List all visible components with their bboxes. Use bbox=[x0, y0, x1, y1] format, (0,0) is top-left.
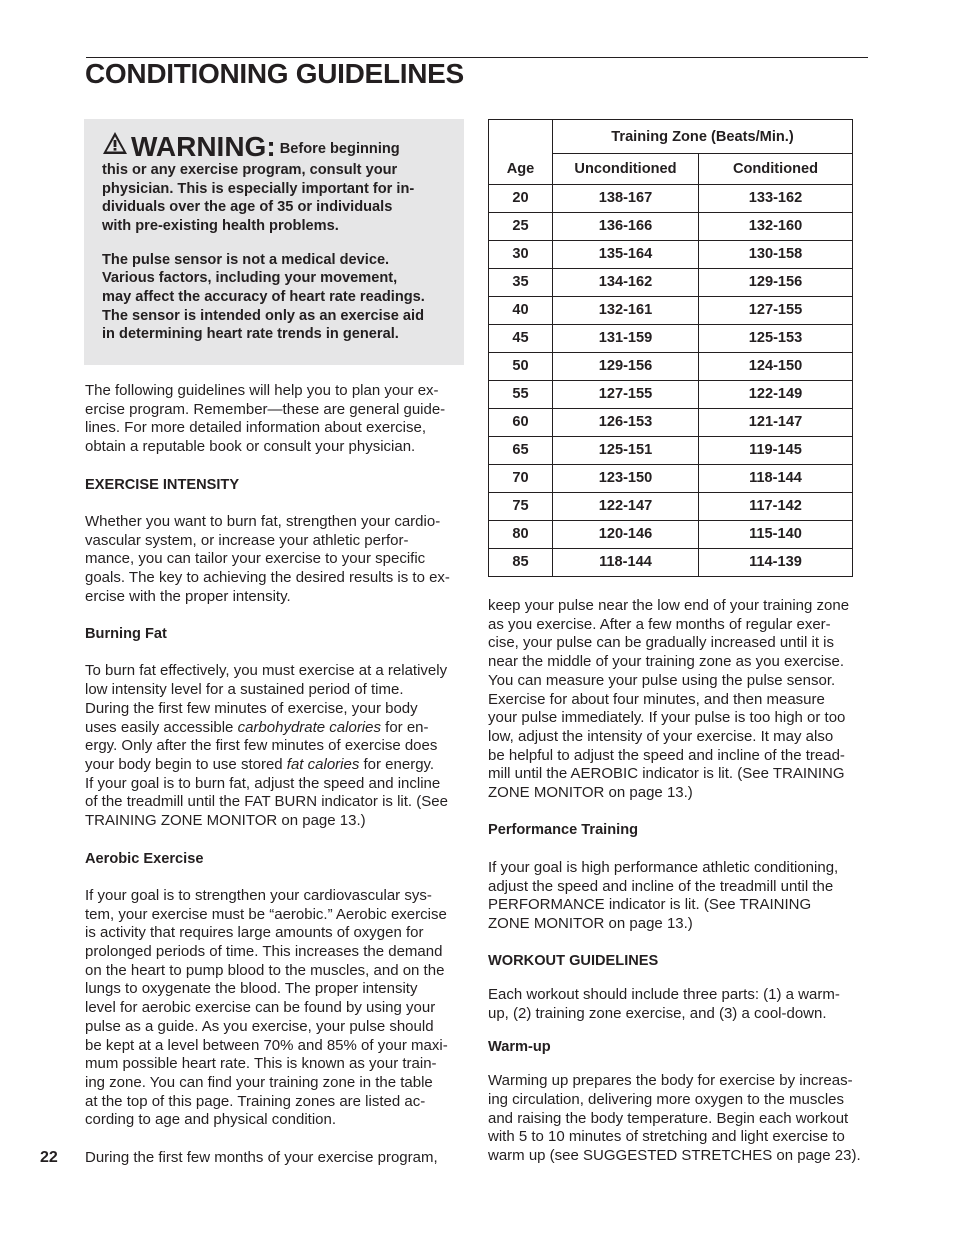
aerobic-exercise-paragraph bbox=[85, 887, 470, 1130]
text-line: cise, your pulse can be gradually increased until it is bbox=[488, 634, 835, 652]
text-line: prolonged periods of time. This increases the demand bbox=[85, 943, 443, 960]
warning-triangle-icon bbox=[102, 131, 128, 155]
left-column bbox=[85, 382, 470, 1186]
unconditioned-cell: 136-166 bbox=[553, 212, 699, 240]
text-line: keep your pulse near the low end of your training zone bbox=[488, 597, 850, 614]
age-cell: 20 bbox=[489, 184, 553, 212]
unconditioned-cell: 138-167 bbox=[553, 184, 699, 212]
age-cell: 30 bbox=[489, 240, 553, 268]
age-cell: 40 bbox=[489, 296, 553, 324]
warning-heading: WARNING: bbox=[131, 131, 276, 162]
text-line: uses easily accessible bbox=[85, 718, 238, 736]
conditioned-cell: 125-153 bbox=[699, 324, 853, 352]
warning-line: with pre-existing health problems. bbox=[102, 217, 339, 234]
text-line: is activity that requires large amounts of oxygen for bbox=[85, 924, 424, 942]
text-line: near the middle of your training zone as you exercise. bbox=[488, 653, 845, 671]
table-row bbox=[489, 548, 853, 576]
workout-guidelines-heading: WORKOUT GUIDELINES bbox=[488, 953, 659, 970]
age-cell: 75 bbox=[489, 492, 553, 520]
text-line: for energy. bbox=[359, 756, 435, 773]
text-line: Warming up prepares the body for exercise by increas- bbox=[488, 1072, 853, 1090]
age-cell: 25 bbox=[489, 212, 553, 240]
unconditioned-cell: 118-144 bbox=[553, 548, 699, 576]
text-line: your body begin to use stored bbox=[85, 756, 287, 773]
conditioned-cell: 127-155 bbox=[699, 296, 853, 324]
conditioned-cell: 129-156 bbox=[699, 268, 853, 296]
warning-line: Before beginning bbox=[279, 141, 400, 157]
text-line: cording to age and physical condition. bbox=[85, 1111, 337, 1129]
carbohydrate-calories-term: carbohydrate calories bbox=[237, 718, 381, 736]
burning-fat-paragraph bbox=[85, 662, 470, 830]
warning-text bbox=[102, 131, 452, 344]
text-line: obtain a reputable book or consult your physician. bbox=[85, 438, 416, 456]
conditioned-cell: 114-139 bbox=[699, 548, 853, 576]
unconditioned-cell: 126-153 bbox=[553, 408, 699, 436]
warning-line: The pulse sensor is not a medical device. bbox=[102, 251, 390, 268]
text-line: lungs to oxygenate the blood. The proper intensity bbox=[85, 980, 418, 998]
training-zone-rows bbox=[489, 184, 853, 576]
conditioned-cell: 133-162 bbox=[699, 184, 853, 212]
table-row bbox=[489, 520, 853, 548]
page-number: 22 bbox=[40, 1149, 58, 1166]
text-line: ing zone. You can find your training zone in the table bbox=[85, 1073, 433, 1091]
text-line: adjust the speed and incline of the treadmill until the bbox=[488, 877, 834, 895]
conditioned-cell: 119-145 bbox=[699, 436, 853, 464]
text-line: be helpful to adjust the speed and incline of the tread- bbox=[488, 746, 845, 764]
text-line: vascular system, or increase your athletic perfor- bbox=[85, 531, 409, 549]
text-line: If your goal is to strengthen your cardiovascular sys- bbox=[85, 886, 432, 904]
unconditioned-cell: 129-156 bbox=[553, 352, 699, 380]
text-line: The following guidelines will help you to plan your ex- bbox=[85, 382, 439, 399]
unconditioned-cell: 122-147 bbox=[553, 492, 699, 520]
text-line: be kept at a level between 70% and 85% of your maxi- bbox=[85, 1036, 448, 1054]
warning-box bbox=[84, 119, 464, 365]
text-line: with 5 to 10 minutes of stretching and light exercise to bbox=[488, 1128, 845, 1146]
text-line: If your goal is to burn fat, adjust the speed and incline bbox=[85, 774, 441, 792]
warm-up-paragraph bbox=[488, 1072, 873, 1166]
unconditioned-cell: 135-164 bbox=[553, 240, 699, 268]
text-line: mum possible heart rate. This is known as your train- bbox=[85, 1055, 437, 1073]
age-cell: 65 bbox=[489, 436, 553, 464]
workout-guidelines-paragraph bbox=[488, 986, 873, 1023]
page-title: CONDITIONING GUIDELINES bbox=[85, 58, 464, 89]
table-row bbox=[489, 324, 853, 352]
conditioned-cell: 118-144 bbox=[699, 464, 853, 492]
text-line: mill until the AEROBIC indicator is lit. (See TRAINING bbox=[488, 765, 845, 783]
text-line: ZONE MONITOR on page 13.) bbox=[488, 784, 693, 802]
unconditioned-cell: 120-146 bbox=[553, 520, 699, 548]
table-row bbox=[489, 380, 853, 408]
age-cell: 50 bbox=[489, 352, 553, 380]
conditioned-cell: 130-158 bbox=[699, 240, 853, 268]
aerobic-exercise-heading: Aerobic Exercise bbox=[85, 850, 204, 867]
text-line: warm up (see SUGGESTED STRETCHES on page 23). bbox=[488, 1146, 861, 1164]
text-line: goals. The key to achieving the desired results is to ex- bbox=[85, 569, 450, 586]
training-zone-header: Training Zone (Beats/Min.) bbox=[553, 120, 853, 154]
conditioned-column-header: Conditioned bbox=[699, 154, 853, 185]
text-line: at the top of this page. Training zones are listed ac- bbox=[85, 1092, 426, 1110]
text-line: ing circulation, delivering more oxygen to the muscles bbox=[488, 1090, 845, 1108]
warm-up-heading: Warm-up bbox=[488, 1039, 551, 1056]
text-line: Exercise for about four minutes, and then measure bbox=[488, 690, 825, 708]
exercise-intensity-paragraph bbox=[85, 513, 470, 607]
text-line: for en- bbox=[381, 718, 429, 736]
warning-line: in determining heart rate trends in general. bbox=[102, 326, 399, 343]
conditioned-cell: 132-160 bbox=[699, 212, 853, 240]
age-cell: 85 bbox=[489, 548, 553, 576]
warning-line: The sensor is intended only as an exercise aid bbox=[102, 307, 424, 324]
table-row bbox=[489, 436, 853, 464]
conditioned-cell: 122-149 bbox=[699, 380, 853, 408]
table-row bbox=[489, 352, 853, 380]
text-line: If your goal is high performance athletic conditioning, bbox=[488, 858, 839, 876]
unconditioned-cell: 127-155 bbox=[553, 380, 699, 408]
text-line: level for aerobic exercise can be found by using your bbox=[85, 999, 436, 1017]
table-row bbox=[489, 464, 853, 492]
unconditioned-column-header: Unconditioned bbox=[553, 154, 699, 185]
warning-line: dividuals over the age of 35 or individuals bbox=[102, 199, 393, 216]
conditioned-cell: 124-150 bbox=[699, 352, 853, 380]
warning-line: may affect the accuracy of heart rate readings. bbox=[102, 289, 425, 306]
age-cell: 45 bbox=[489, 324, 553, 352]
table-row bbox=[489, 296, 853, 324]
text-line: ercise program. Remember—these are general guide- bbox=[85, 400, 446, 418]
performance-training-paragraph bbox=[488, 859, 873, 934]
table-row bbox=[489, 212, 853, 240]
table-row bbox=[489, 240, 853, 268]
text-line: During the first few minutes of exercise, your body bbox=[85, 699, 418, 717]
text-line: tem, your exercise must be “aerobic.” Aerobic exercise bbox=[85, 905, 447, 923]
text-line: pulse as a guide. As you exercise, your pulse should bbox=[85, 1017, 434, 1035]
text-line: mance, you can tailor your exercise to your specific bbox=[85, 550, 426, 568]
text-line: ercise with the proper intensity. bbox=[85, 587, 291, 605]
text-line: low, adjust the intensity of your exercise. It may also bbox=[488, 727, 834, 745]
aerobic-continued-line: During the first few months of your exercise program, bbox=[85, 1148, 438, 1166]
text-line: your pulse immediately. If your pulse is too high or too bbox=[488, 709, 846, 727]
age-cell: 70 bbox=[489, 464, 553, 492]
text-line: and raising the body temperature. Begin each workout bbox=[488, 1109, 849, 1127]
fat-calories-term: fat calories bbox=[286, 756, 360, 773]
exercise-intensity-heading: EXERCISE INTENSITY bbox=[85, 476, 240, 493]
performance-training-heading: Performance Training bbox=[488, 822, 639, 839]
burning-fat-heading: Burning Fat bbox=[85, 626, 167, 643]
unconditioned-cell: 134-162 bbox=[553, 268, 699, 296]
age-column-header: Age bbox=[489, 154, 553, 185]
table-row bbox=[489, 268, 853, 296]
warning-line: physician. This is especially important for in- bbox=[102, 180, 415, 197]
text-line: as you exercise. After a few months of regular exer- bbox=[488, 615, 831, 633]
text-line: of the treadmill until the FAT BURN indicator is lit. (See bbox=[85, 793, 448, 811]
text-line: PERFORMANCE indicator is lit. (See TRAINING bbox=[488, 896, 812, 914]
table-row bbox=[489, 184, 853, 212]
conditioned-cell: 115-140 bbox=[699, 520, 853, 548]
training-zone-table bbox=[488, 119, 853, 577]
text-line: up, (2) training zone exercise, and (3) a cool-down. bbox=[488, 1004, 827, 1022]
table-row bbox=[489, 492, 853, 520]
right-column bbox=[488, 597, 873, 1184]
text-line: on the heart to pump blood to the muscles, and on the bbox=[85, 961, 445, 979]
intro-paragraph bbox=[85, 382, 470, 457]
age-cell: 60 bbox=[489, 408, 553, 436]
table-corner-cell bbox=[489, 120, 553, 154]
text-line: You can measure your pulse using the pulse sensor. bbox=[488, 671, 836, 689]
unconditioned-cell: 131-159 bbox=[553, 324, 699, 352]
age-cell: 80 bbox=[489, 520, 553, 548]
warning-line: Various factors, including your movement, bbox=[102, 270, 398, 287]
unconditioned-cell: 123-150 bbox=[553, 464, 699, 492]
text-line: lines. For more detailed information about exercise, bbox=[85, 419, 427, 437]
age-cell: 35 bbox=[489, 268, 553, 296]
text-line: ergy. Only after the first few minutes of exercise does bbox=[85, 737, 438, 755]
text-line: low intensity level for a sustained period of time. bbox=[85, 681, 404, 699]
age-cell: 55 bbox=[489, 380, 553, 408]
text-line: Whether you want to burn fat, strengthen your cardio- bbox=[85, 512, 441, 530]
unconditioned-cell: 125-151 bbox=[553, 436, 699, 464]
text-line: TRAINING ZONE MONITOR on page 13.) bbox=[85, 812, 366, 830]
text-line: ZONE MONITOR on page 13.) bbox=[488, 914, 693, 932]
pulse-continuation-paragraph bbox=[488, 597, 873, 803]
text-line: Each workout should include three parts: (1) a warm- bbox=[488, 986, 840, 1004]
text-line: To burn fat effectively, you must exercise at a relatively bbox=[85, 662, 448, 680]
unconditioned-cell: 132-161 bbox=[553, 296, 699, 324]
table-row bbox=[489, 408, 853, 436]
warning-line: this or any exercise program, consult your bbox=[102, 162, 398, 178]
conditioned-cell: 117-142 bbox=[699, 492, 853, 520]
conditioned-cell: 121-147 bbox=[699, 408, 853, 436]
